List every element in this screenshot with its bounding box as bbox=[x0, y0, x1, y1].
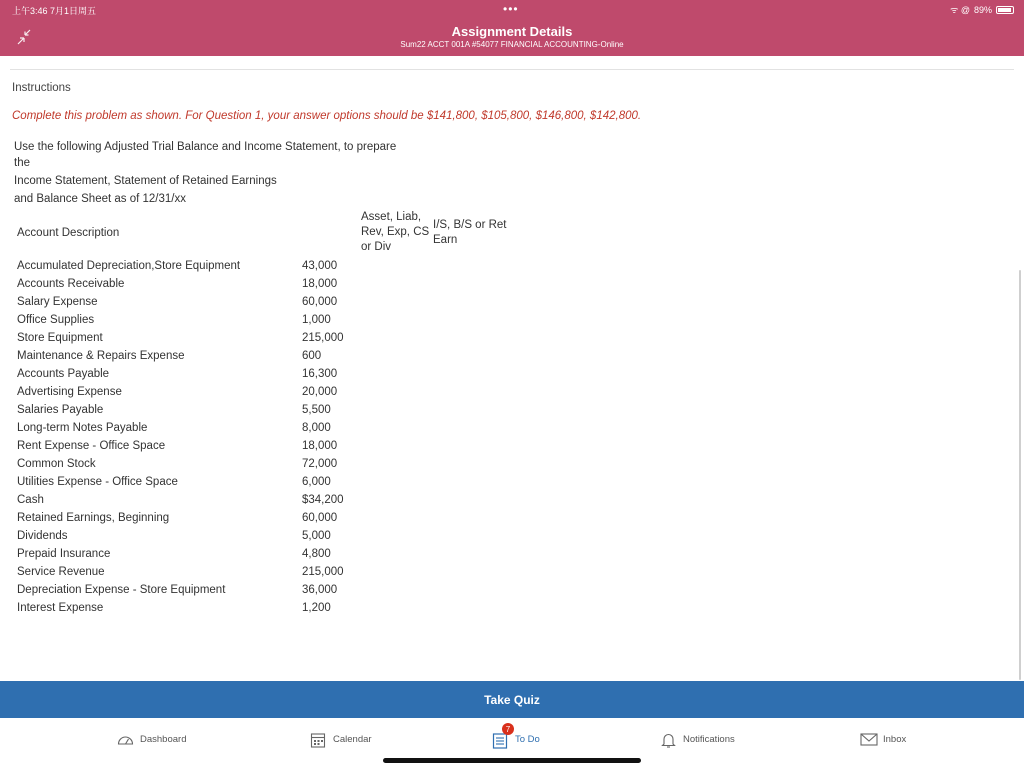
instructions-text: Complete this problem as shown. For Question 1, your answer options should be $141,800, $105,800, $146,800, $142,800. bbox=[12, 110, 642, 122]
account-name: Accumulated Depreciation,Store Equipment bbox=[17, 260, 241, 272]
intro-line: and Balance Sheet as of 12/31/xx bbox=[14, 193, 186, 205]
table-row bbox=[17, 293, 417, 311]
table-row bbox=[17, 365, 417, 383]
account-amount: 6,000 bbox=[302, 476, 331, 488]
divider bbox=[10, 69, 1014, 70]
scrollbar[interactable] bbox=[1019, 270, 1021, 680]
table-row bbox=[17, 257, 417, 275]
calendar-icon bbox=[310, 732, 327, 747]
account-name: Salary Expense bbox=[17, 296, 98, 308]
account-name: Accounts Receivable bbox=[17, 278, 125, 290]
table-row bbox=[17, 455, 417, 473]
account-amount: 43,000 bbox=[302, 260, 338, 272]
table-row bbox=[17, 491, 417, 509]
column-header-account-type bbox=[361, 210, 433, 255]
account-name: Long-term Notes Payable bbox=[17, 422, 148, 434]
intro-line: Income Statement, Statement of Retained Earnings bbox=[14, 175, 277, 187]
account-name: Store Equipment bbox=[17, 332, 103, 344]
table-row bbox=[17, 527, 417, 545]
account-name: Salaries Payable bbox=[17, 404, 104, 416]
account-name: Office Supplies bbox=[17, 314, 95, 326]
account-name: Cash bbox=[17, 494, 44, 506]
todo-count-badge: 7 bbox=[502, 723, 514, 735]
column-header-line: Earn bbox=[433, 234, 458, 246]
intro-line: the bbox=[14, 157, 30, 169]
table-row bbox=[17, 545, 417, 563]
account-amount: 600 bbox=[302, 350, 322, 362]
account-amount: 4,800 bbox=[302, 548, 331, 560]
column-header-line: I/S, B/S or Ret bbox=[433, 219, 507, 231]
table-row bbox=[17, 473, 417, 491]
instructions-heading: Instructions bbox=[12, 82, 71, 94]
table-row bbox=[17, 509, 417, 527]
tab-calendar[interactable] bbox=[310, 730, 372, 748]
trial-balance-table bbox=[17, 257, 417, 617]
table-row bbox=[17, 563, 417, 581]
account-name: Prepaid Insurance bbox=[17, 548, 111, 560]
account-amount: 60,000 bbox=[302, 512, 338, 524]
battery-icon bbox=[996, 6, 1014, 14]
table-row bbox=[17, 329, 417, 347]
column-header-line: Rev, Exp, CS bbox=[361, 226, 430, 238]
account-amount: 18,000 bbox=[302, 440, 338, 452]
table-row bbox=[17, 581, 417, 599]
wifi-icon: ᯤ @ bbox=[950, 5, 970, 15]
table-row bbox=[17, 275, 417, 293]
problem-intro bbox=[14, 139, 434, 207]
tab-label: Notifications bbox=[683, 733, 735, 745]
account-name: Depreciation Expense - Store Equipment bbox=[17, 584, 226, 596]
table-row bbox=[17, 401, 417, 419]
account-amount: 5,000 bbox=[302, 530, 331, 542]
account-amount: 36,000 bbox=[302, 584, 338, 596]
account-amount: 215,000 bbox=[302, 332, 344, 344]
account-name: Dividends bbox=[17, 530, 68, 542]
table-row bbox=[17, 419, 417, 437]
account-amount: 16,300 bbox=[302, 368, 338, 380]
account-amount: $34,200 bbox=[302, 494, 344, 506]
account-amount: 8,000 bbox=[302, 422, 331, 434]
battery-percent: 89% bbox=[973, 4, 992, 15]
tab-todo[interactable] bbox=[492, 730, 540, 748]
column-header-statement bbox=[433, 218, 513, 248]
table-row bbox=[17, 599, 417, 617]
bell-icon bbox=[660, 732, 677, 747]
tab-label: Inbox bbox=[883, 733, 907, 745]
account-name: Maintenance & Repairs Expense bbox=[17, 350, 185, 362]
more-dots[interactable]: ••• bbox=[503, 2, 519, 16]
account-name: Utilities Expense - Office Space bbox=[17, 476, 178, 488]
page-title: Assignment Details bbox=[451, 24, 573, 39]
tab-notifications[interactable] bbox=[660, 730, 735, 748]
account-name: Service Revenue bbox=[17, 566, 105, 578]
account-name: Retained Earnings, Beginning bbox=[17, 512, 170, 524]
tab-label: Dashboard bbox=[140, 733, 187, 745]
mail-icon bbox=[860, 732, 877, 747]
account-name: Interest Expense bbox=[17, 602, 104, 614]
account-amount: 215,000 bbox=[302, 566, 344, 578]
column-header-line: or Div bbox=[361, 241, 392, 253]
tab-inbox[interactable] bbox=[860, 730, 906, 748]
account-name: Common Stock bbox=[17, 458, 96, 470]
status-time: 上午3:46 7月1日周五 bbox=[12, 6, 97, 16]
intro-line: Use the following Adjusted Trial Balance and Income Statement, to prepare bbox=[14, 141, 397, 153]
top-bar bbox=[0, 0, 1024, 56]
take-quiz-button[interactable]: Take Quiz bbox=[0, 681, 1024, 718]
account-name: Rent Expense - Office Space bbox=[17, 440, 166, 452]
column-header-description: Account Description bbox=[17, 227, 120, 239]
account-name: Advertising Expense bbox=[17, 386, 122, 398]
tab-label: To Do bbox=[515, 733, 540, 745]
account-amount: 1,200 bbox=[302, 602, 331, 614]
course-subtitle: Sum22 ACCT 001A #54077 FINANCIAL ACCOUNTING-Online bbox=[400, 40, 624, 49]
account-amount: 20,000 bbox=[302, 386, 338, 398]
table-row bbox=[17, 383, 417, 401]
home-indicator[interactable] bbox=[383, 758, 641, 763]
table-row bbox=[17, 437, 417, 455]
account-amount: 60,000 bbox=[302, 296, 338, 308]
table-row bbox=[17, 311, 417, 329]
table-row bbox=[17, 347, 417, 365]
account-amount: 72,000 bbox=[302, 458, 338, 470]
tab-label: Calendar bbox=[333, 733, 372, 745]
tab-dashboard[interactable] bbox=[117, 730, 186, 748]
account-name: Accounts Payable bbox=[17, 368, 110, 380]
dashboard-icon bbox=[117, 732, 134, 747]
column-header-line: Asset, Liab, bbox=[361, 211, 422, 223]
status-indicators bbox=[950, 3, 1014, 16]
account-amount: 5,500 bbox=[302, 404, 331, 416]
account-amount: 18,000 bbox=[302, 278, 338, 290]
account-amount: 1,000 bbox=[302, 314, 331, 326]
